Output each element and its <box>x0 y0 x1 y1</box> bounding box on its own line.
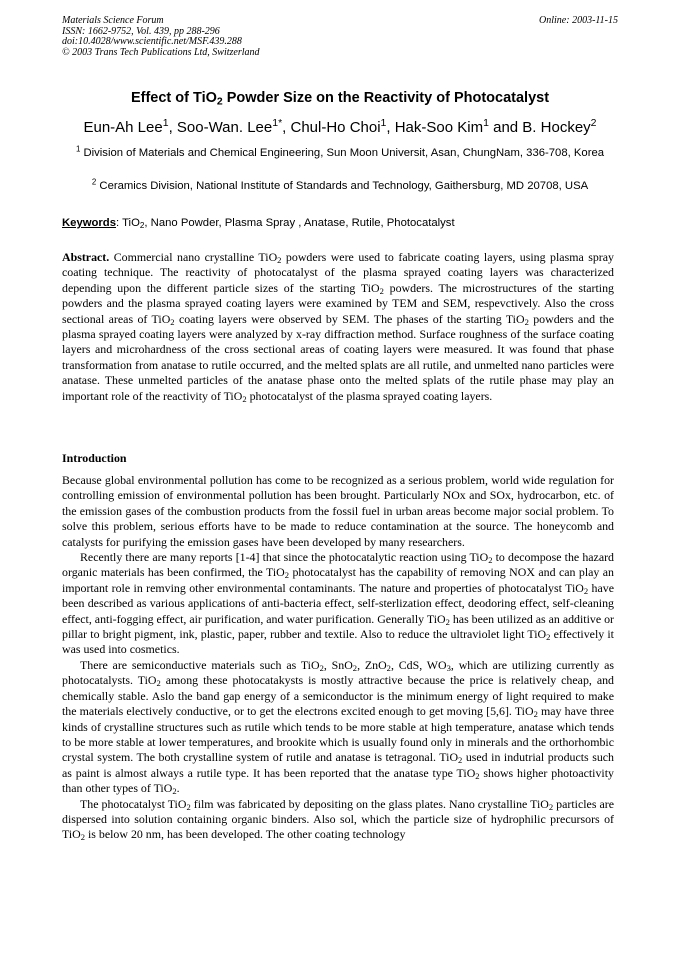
intro-paragraph-1: Because global environmental pollution has come to be recognized as a serious problem, world wide regulation for controlling emission of environmental pollution has been brought. Particularly NOx and SOx, hydrocarbon, etc. of the emission gases of the combustion products from the fossil fuel in urban areas become major social problem. To solve this problem, serious efforts have to be made to reduce contamination at the source. The honeycomb and catalysts for purifying the emission gases have been developed by many researchers. <box>62 473 614 549</box>
introduction-heading: Introduction <box>62 451 127 465</box>
online-date: Online: 2003-11-15 <box>539 15 618 26</box>
journal-header <box>62 16 618 58</box>
author-name: Eun-Ah Lee <box>83 119 163 136</box>
affiliation-2: $^2$ Ceramics Division, National Institute of Standards and Technology, Gaithersburg, MD 20708, USA <box>91 177 589 192</box>
abstract-section <box>62 250 614 404</box>
copyright-line: © 2003 Trans Tech Publications Ltd, Switzerland <box>62 46 260 58</box>
author-name: , Chul-Ho Choi <box>282 119 381 136</box>
keywords-label: Keywords <box>62 217 116 229</box>
paper-title: Effect of TiO$_2$ Powder Size on the Reactivity of Photocatalyst <box>130 90 550 108</box>
intro-paragraph-2: Recently there are many reports [1-4] that since the photocatalytic reaction using TiO$_2$ to decompose the hazard organic materials has been confirmed, the TiO$_2$ photocatalyst has the capability of removing NOX and can play an important role in remving other environmental contaminants. The nature and properties of photocatalyst TiO$_2$ have been described as various applications of anti-bacteria effect, self-sterlization effect, deodoring effect, self-cleaning effect, anti-fogging effect, air purification, and water purification. Generally TiO$_2$ has been utilized as an additive or pillar to bright pigment, ink, plastic, paper, rubber and textile. Also to reduce the ultraviolet light TiO$_2$ effectively it was used into cosmetics. <box>62 550 615 657</box>
author-list: Eun-Ah Lee$^1$, Soo-Wan. Lee$^{1*}$, Chul-Ho Choi$^1$, Hak-Soo Kim$^1$ and B. Hockey$^2$ <box>83 117 597 136</box>
intro-paragraph-4: The photocatalyst TiO$_2$ film was fabricated by depositing on the glass plates. Nano crystalline TiO$_2$ particles are dispersed into solution containing organic binders. Also sol, which the particle size of hydrophilic precursors of TiO$_2$ is below 20 nm, has been developed. The other coating technology <box>62 796 614 843</box>
author-name: and B. Hockey <box>488 119 591 136</box>
keywords-line: Keywords: TiO$_2$, Nano Powder, Plasma Spray , Anatase, Rutile, Photocatalyst <box>62 217 455 231</box>
journal-name: Materials Science Forum <box>62 15 164 26</box>
author-name: , Hak-Soo Kim <box>386 119 484 136</box>
doi-link[interactable]: doi:10.4028/www.scientific.net/MSF.439.288 <box>62 36 242 47</box>
abstract-paragraph: Abstract. Commercial nano crystalline TiO$_2$ powders were used to fabricate coating layers, using plasma spray coating technique. The reactivity of photocatalyst of the plasma sprayed coating layers was characterized depending upon the different particle sizes of the starting TiO$_2$ powders. The microstructures of the starting powders and the plasma sprayed coating layers were examined by TEM and SEM, respevctively. Also the cross sectional areas of TiO$_2$ coating layers were observed by SEM. The phases of the starting TiO$_2$ powders and the plasma sprayed coating layers were analyzed by x-ray diffraction method. Surface roughness of the surface coating layers and microhardness of the cross sectional areas of coating layers were measured. It was found that phase transformation from anatase to rutile occurred, and the melted splats are all rutile, and unmelted nano particles were anatase. These unmelted particles of the anatase phase onto the melted splats of the rutile phase may play an important role of the reactivity of TiO$_2$ photocatalyst of the plasma sprayed coating layers. <box>62 250 614 404</box>
issn-line: ISSN: 1662-9752, Vol. 439, pp 288-296 <box>62 25 220 37</box>
author-name: , Soo-Wan. Lee <box>168 119 273 136</box>
introduction-section <box>62 473 614 843</box>
affiliation-1: $^1$ Division of Materials and Chemical Engineering, Sun Moon Universit, Asan, ChungNam, 336-708, Korea <box>75 144 605 159</box>
abstract-label: Abstract. <box>62 250 110 264</box>
intro-paragraph-3: There are semiconductive materials such as TiO$_2$, SnO$_2$, ZnO$_2$, CdS, $WO_3$, which are utilizing currently as photocatalysts. TiO$_2$ among these photocatakysts is mostly attractive because the price is relatively cheap, and chemically stable. Aslo the band gap energy of a semiconductor is the minimum energy of light required to make the materials electively conductive, or to get the electrons excited enough to get moving [5,6]. TiO$_2$ may have three kinds of crystalline structures such as rutile which tends to be more stable at high temperature, anatase which tends to be more stable at lower temperatures, and brookite which is usually found only in minerals and the orthorhombic crystal system. The both crystalline system of rutile and anatase is tetragonal. TiO$_2$ used in indutrial products such as paint is almost always a rutile type. It has been reported that the anatase type TiO$_2$ shows higher photoactivity than other types of TiO$_2$. <box>62 657 614 797</box>
